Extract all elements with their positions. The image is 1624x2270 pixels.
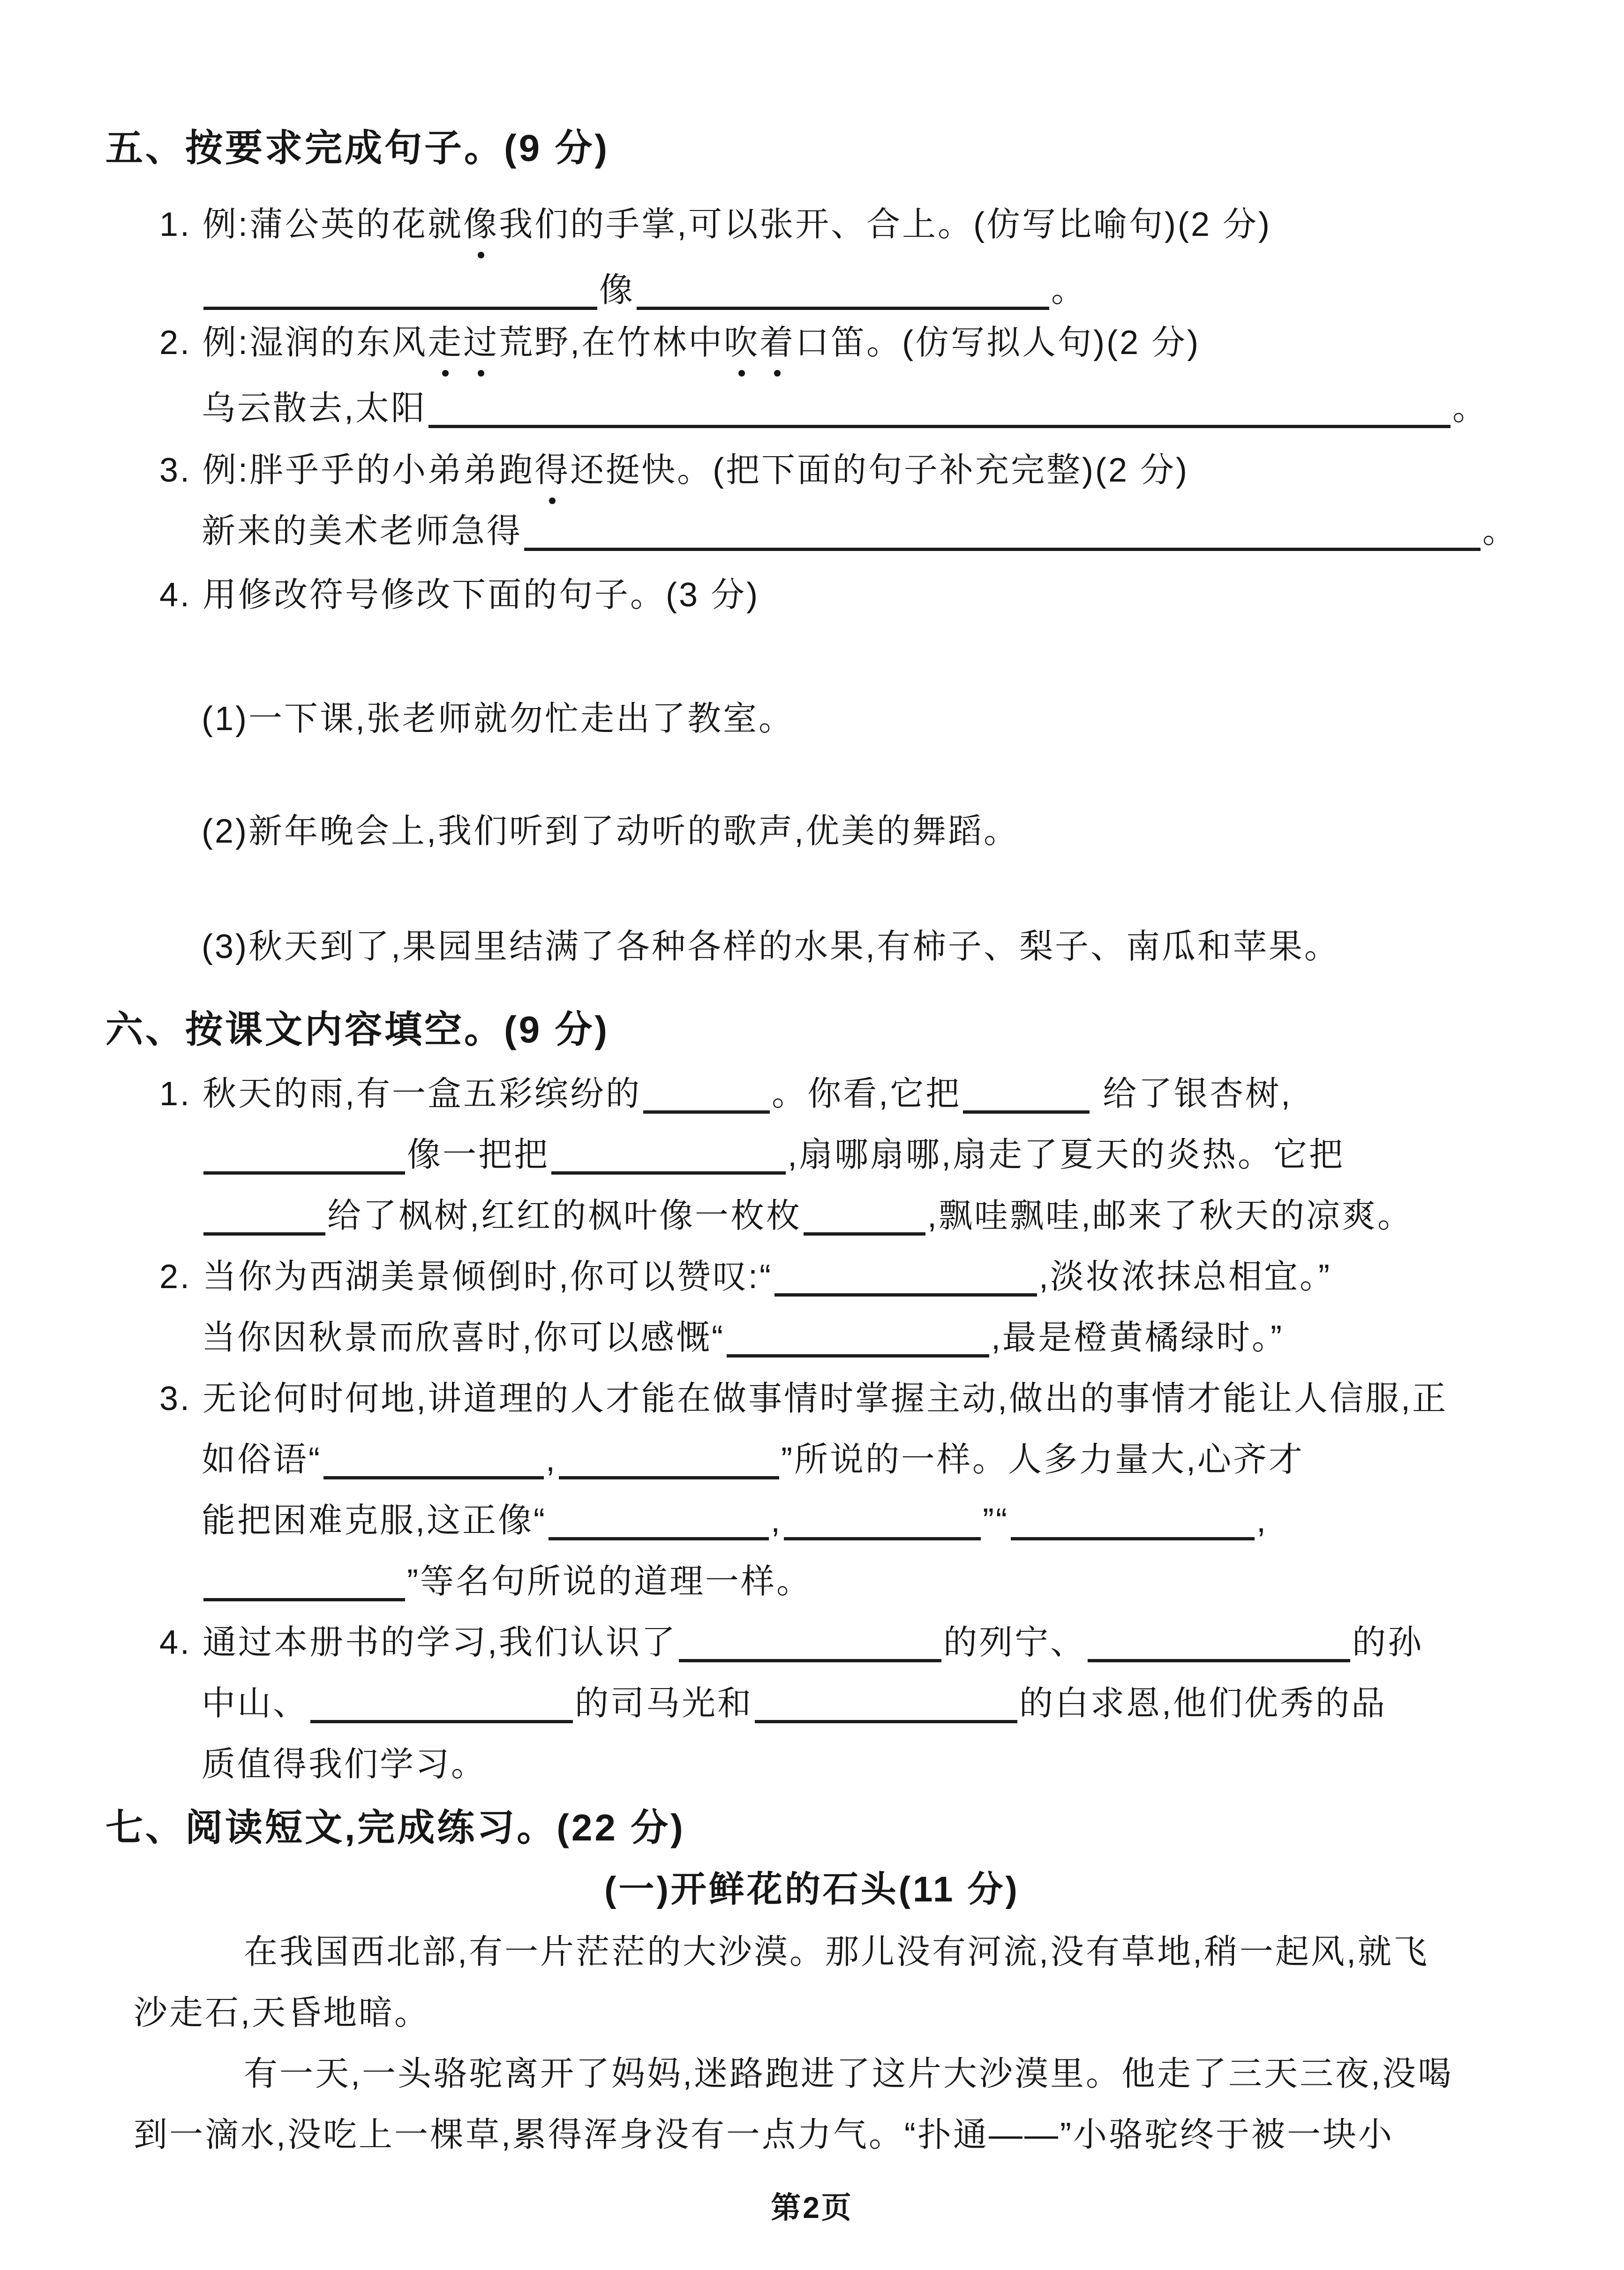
section5-heading: 五、按要求完成句子。(9 分) [105,127,609,169]
section6-q3-line4: ”等名句所说的道理一样。 [202,1562,812,1601]
page-number: 第2页 [771,2191,853,2225]
answer-blank [559,1473,779,1479]
section5-q1-answer-line: 像 。 [202,271,1087,310]
answer-blank [637,304,1049,310]
passage-title: (一)开鲜花的石头(11 分) [604,1870,1020,1909]
section6-q1-line1: 1. 秋天的雨,有一盒五彩缤纷的 。你看,它把 给了银杏树, [159,1075,1293,1113]
answer-blank [551,1169,786,1175]
answer-blank [1011,1534,1255,1540]
section6-q4-line1: 4. 通过本册书的学习,我们认识了 的列宁、 的孙 [159,1624,1424,1661]
answer-blank [804,1229,925,1236]
section5-q2-prompt: 2. 例:湿润的东风走过荒野,在竹林中吹着口笛。(仿写拟人句)(2 分) [159,324,1201,362]
section6-q3-line1: 3. 无论何时何地,讲道理的人才能在做事情时掌握主动,做出的事情才能让人信服,正 [159,1380,1448,1418]
section6-q4-line3: 质值得我们学习。 [202,1746,487,1783]
section6-q3-line2: 如俗语“ , ”所说的一样。人多力量大,心齐才 [202,1441,1304,1478]
passage-paragraph1-line1: 在我国西北部,有一片茫茫的大沙漠。那儿没有河流,没有草地,稍一起风,就飞 [244,1933,1429,1971]
answer-blank [524,545,1481,551]
section5-q3-prompt: 3. 例:胖乎乎的小弟弟跑得还挺快。(把下面的句子补充完整)(2 分) [159,452,1189,489]
passage-paragraph2-line1: 有一天,一头骆驼离开了妈妈,迷路跑进了这片大沙漠里。他走了三天三夜,没喝 [244,2055,1454,2093]
answer-blank [774,1290,1037,1297]
passage-paragraph2-line2: 到一滴水,没吃上一棵草,累得浑身没有一点力气。“扑通——”小骆驼终于被一块小 [134,2116,1394,2154]
section6-q1-line2: 像一把把 ,扇哪扇哪,扇走了夏天的炎热。它把 [202,1136,1345,1175]
answer-blank [310,1717,573,1723]
section5-q4-item-2: (2)新年晚会上,我们听到了动听的歌声,优美的舞蹈。 [202,813,1020,850]
answer-blank [727,1351,989,1357]
emphasis-dot-char: 走 [428,324,464,362]
answer-blank [1088,1656,1350,1662]
answer-blank [784,1534,981,1540]
passage-paragraph1-line2: 沙走石,天昏地暗。 [134,1994,430,2032]
emphasis-dot-char: 得 [534,452,571,489]
answer-blank [323,1473,544,1479]
answer-blank [203,1169,405,1175]
section6-q2-line1: 2. 当你为西湖美景倾倒时,你可以赞叹:“ ,淡妆浓抹总相宜。” [159,1258,1332,1296]
section5-q1-prompt: 1. 例:蒲公英的花就像我们的手掌,可以张开、合上。(仿写比喻句)(2 分) [159,206,1272,243]
answer-blank [679,1656,941,1662]
section6-heading: 六、按课文内容填空。(9 分) [105,1009,609,1050]
section6-q4-line2: 中山、 的司马光和 的白求恩,他们优秀的品 [202,1685,1387,1722]
section7-heading: 七、阅读短文,完成练习。(22 分) [105,1807,685,1848]
section6-q1-line3: 给了枫树,红红的枫叶像一枚枚 ,飘哇飘哇,邮来了秋天的凉爽。 [202,1197,1413,1236]
section5-q4-item-1: (1)一下课,张老师就勿忙走出了教室。 [202,700,795,738]
answer-blank [203,1229,325,1236]
section5-q4-item-3: (3)秋天到了,果园里结满了各种各样的水果,有柿子、梨子、南瓜和苹果。 [202,928,1340,965]
answer-blank [755,1717,1017,1723]
answer-blank [643,1108,770,1114]
section6-q3-line3: 能把困难克服,这正像“ , ”“ , [202,1502,1268,1539]
section6-q2-line2: 当你因秋景而欣喜时,你可以感慨“ ,最是橙黄橘绿时。” [202,1319,1284,1357]
section5-q4-prompt: 4. 用修改符号修改下面的句子。(3 分) [159,576,760,614]
emphasis-dot-char: 着 [759,324,796,362]
emphasis-dot-char: 吹 [724,324,760,362]
emphasis-dot-char: 过 [463,324,499,362]
answer-blank [549,1534,769,1540]
answer-blank [203,304,597,310]
answer-blank [963,1108,1090,1114]
emphasis-dot-char: 像 [463,206,499,243]
section5-q2-answer-line: 乌云散去,太阳 。 [202,390,1489,427]
section5-q3-answer-line: 新来的美术老师急得 。 [202,513,1519,550]
answer-blank [429,422,1451,428]
answer-blank [203,1595,405,1601]
